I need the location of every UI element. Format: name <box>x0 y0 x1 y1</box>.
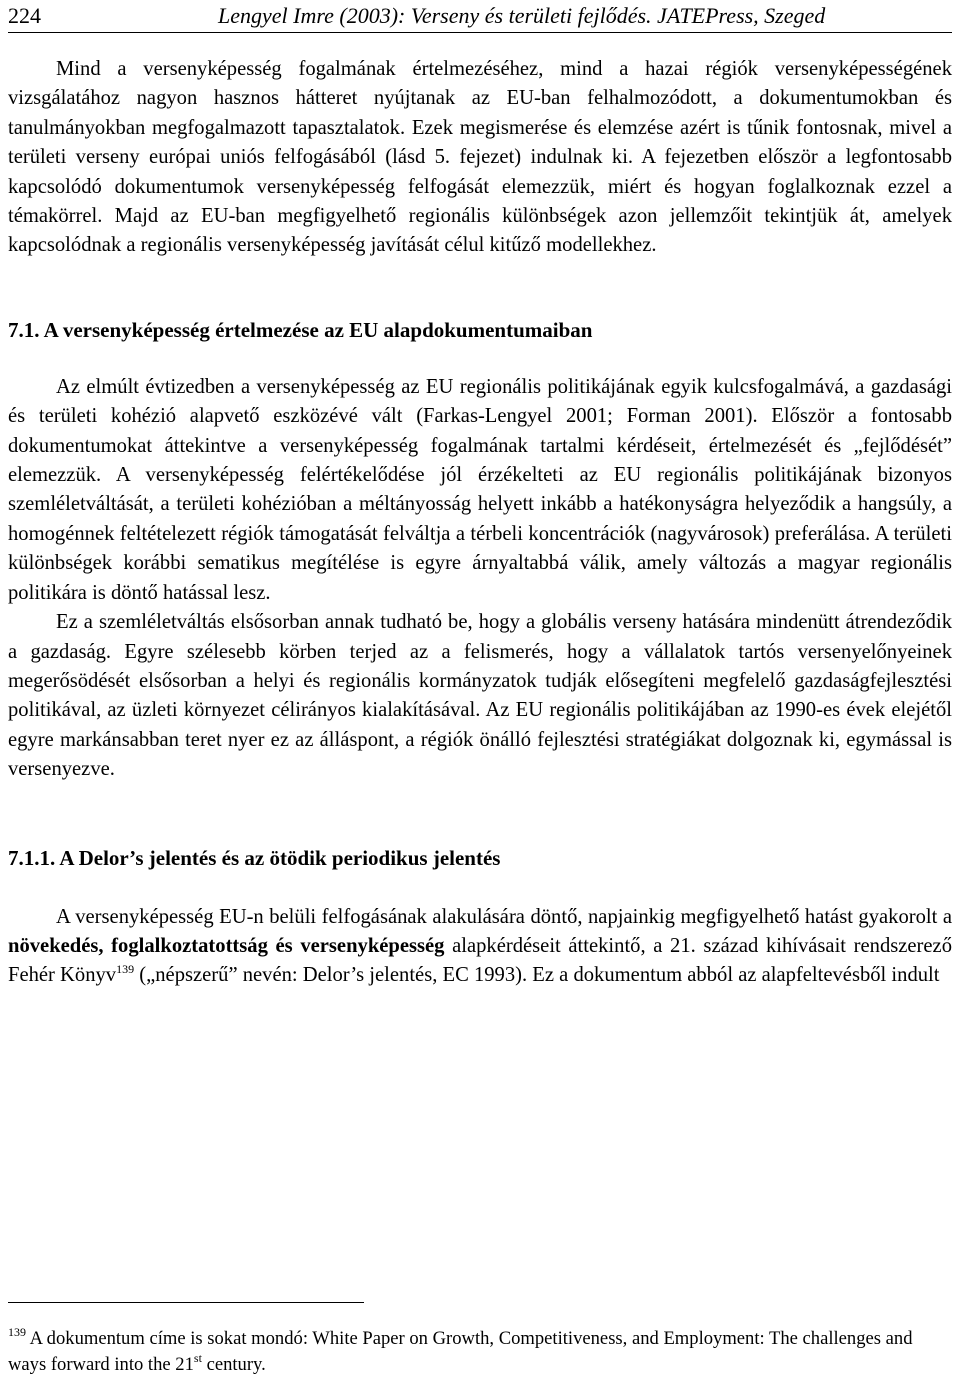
page-number: 224 <box>8 3 41 28</box>
footnote-reference: 139 <box>116 962 135 977</box>
running-header <box>8 2 952 33</box>
footnote-text-end: century. <box>201 1354 266 1375</box>
section-7-1-paragraph-2: Ez a szemléletváltás elsősorban annak tudható be, hogy a globális verseny hatására mindenütt átrendeződik a gazdaság. Egyre szélesebb körben terjed az a felismerés, hogy a vállalatok tartós versenyelőnyeinek megerősödését elsősorban a helyi és regionális kormányzatok tudják elősegíteni megfelelő gazdaságfejlesztési politikával, az üzleti környezet célirányos kialakításával. Az EU regionális politikájában az 1990-es évek elejétől egyre markánsabban teret nyer ez az álláspont, a régiók önálló fejlesztési stratégiákat dolgoznak ki, egymással is versenyezve. <box>8 611 952 781</box>
running-title: Lengyel Imre (2003): Verseny és területi fejlődés. JATEPress, Szeged <box>218 3 826 28</box>
paragraph-text-start: A versenyképesség EU-n belüli felfogásának alakulására döntő, napjainkig megfigyelhető hatást gyakorolt a <box>56 905 952 928</box>
section-heading-7-1: 7.1. A versenyképesség értelmezése az EU alapdokumentumaiban <box>8 317 593 342</box>
paragraph-text-end: („népszerű” nevén: Delor’s jelentés, EC 1993). Ez a dokumentum abból az alapfeltevésből indult <box>134 964 940 987</box>
footnote-separator <box>8 1302 364 1303</box>
footnote-text: A dokumentum címe is sokat mondó: White Paper on Growth, Competitiveness, and Employment: The challenges and ways forward into the 21 <box>8 1328 913 1375</box>
footnote-139 <box>8 1326 952 1378</box>
footnote-number: 139 <box>8 1325 26 1339</box>
intro-paragraph: Mind a versenyképesség fogalmának értelmezéséhez, mind a hazai régiók versenyképességének vizsgálatához nagyon hasznos hátteret nyújtanak az EU-ban felhalmozódott, a dokumentumokban és tanulmányokban megfogalmazott tapasztalatok. Ezek megismerése és elemzése azért is tűnik fontosnak, mivel a területi verseny európai uniós felfogásából (lásd 5. fejezet) indulnak ki. A fejezetben először a legfontosabb kapcsolódó dokumentumok versenyképesség felfogását elemezzük, miért és hogyan foglalkoznak ezzel a témakörrel. Majd az EU-ban megfigyelhető regionális különbségek azon jellemzőit tekintjük át, amelyek kapcsolódnak a regionális versenyképesség javítását célul kitűző modellekhez. <box>8 58 952 257</box>
footnote-ordinal-suffix: st <box>193 1351 202 1365</box>
section-7-1-paragraph-1: Az elmúlt évtizedben a versenyképesség az EU regionális politikájának egyik kulcsfogalmává, a gazdasági és területi kohézió alapvető eszközévé vált (Farkas-Lengyel 2001; Forman 2001). Először a fontosabb dokumentumokat áttekintve a versenyképesség fogalmának tartalmi kérdéseit, értelmezését és „fejlődését” elemezzük. A versenyképesség felértékelődése jól érzékelteti az EU regionális politikájának bizonyos szemléletváltását, a területi kohézióban a méltányosság helyett inkább a hatékonyságra helyeződik a hangsúly, a homogénnek feltételezett régiók támogatását felváltja a térbeli koncentrációk (nagyvárosok) preferálása. A területi különbségek korábbi sematikus megítélése is egyre árnyaltabbá válik, amely változás a magyar regionális politikára is döntő hatással lesz. <box>8 375 952 604</box>
section-heading-7-1-1: 7.1.1. A Delor’s jelentés és az ötödik periodikus jelentés <box>8 845 501 870</box>
paragraph-text-middle: alapkérdéseit áttekintő, a 21. század kihívásait rendszerező Fehér Könyv <box>8 934 952 987</box>
document-page <box>8 0 952 991</box>
bold-keywords: növekedés, foglalkoztatottság és versenyképesség <box>8 934 445 957</box>
section-7-1-1-paragraph <box>8 903 952 991</box>
